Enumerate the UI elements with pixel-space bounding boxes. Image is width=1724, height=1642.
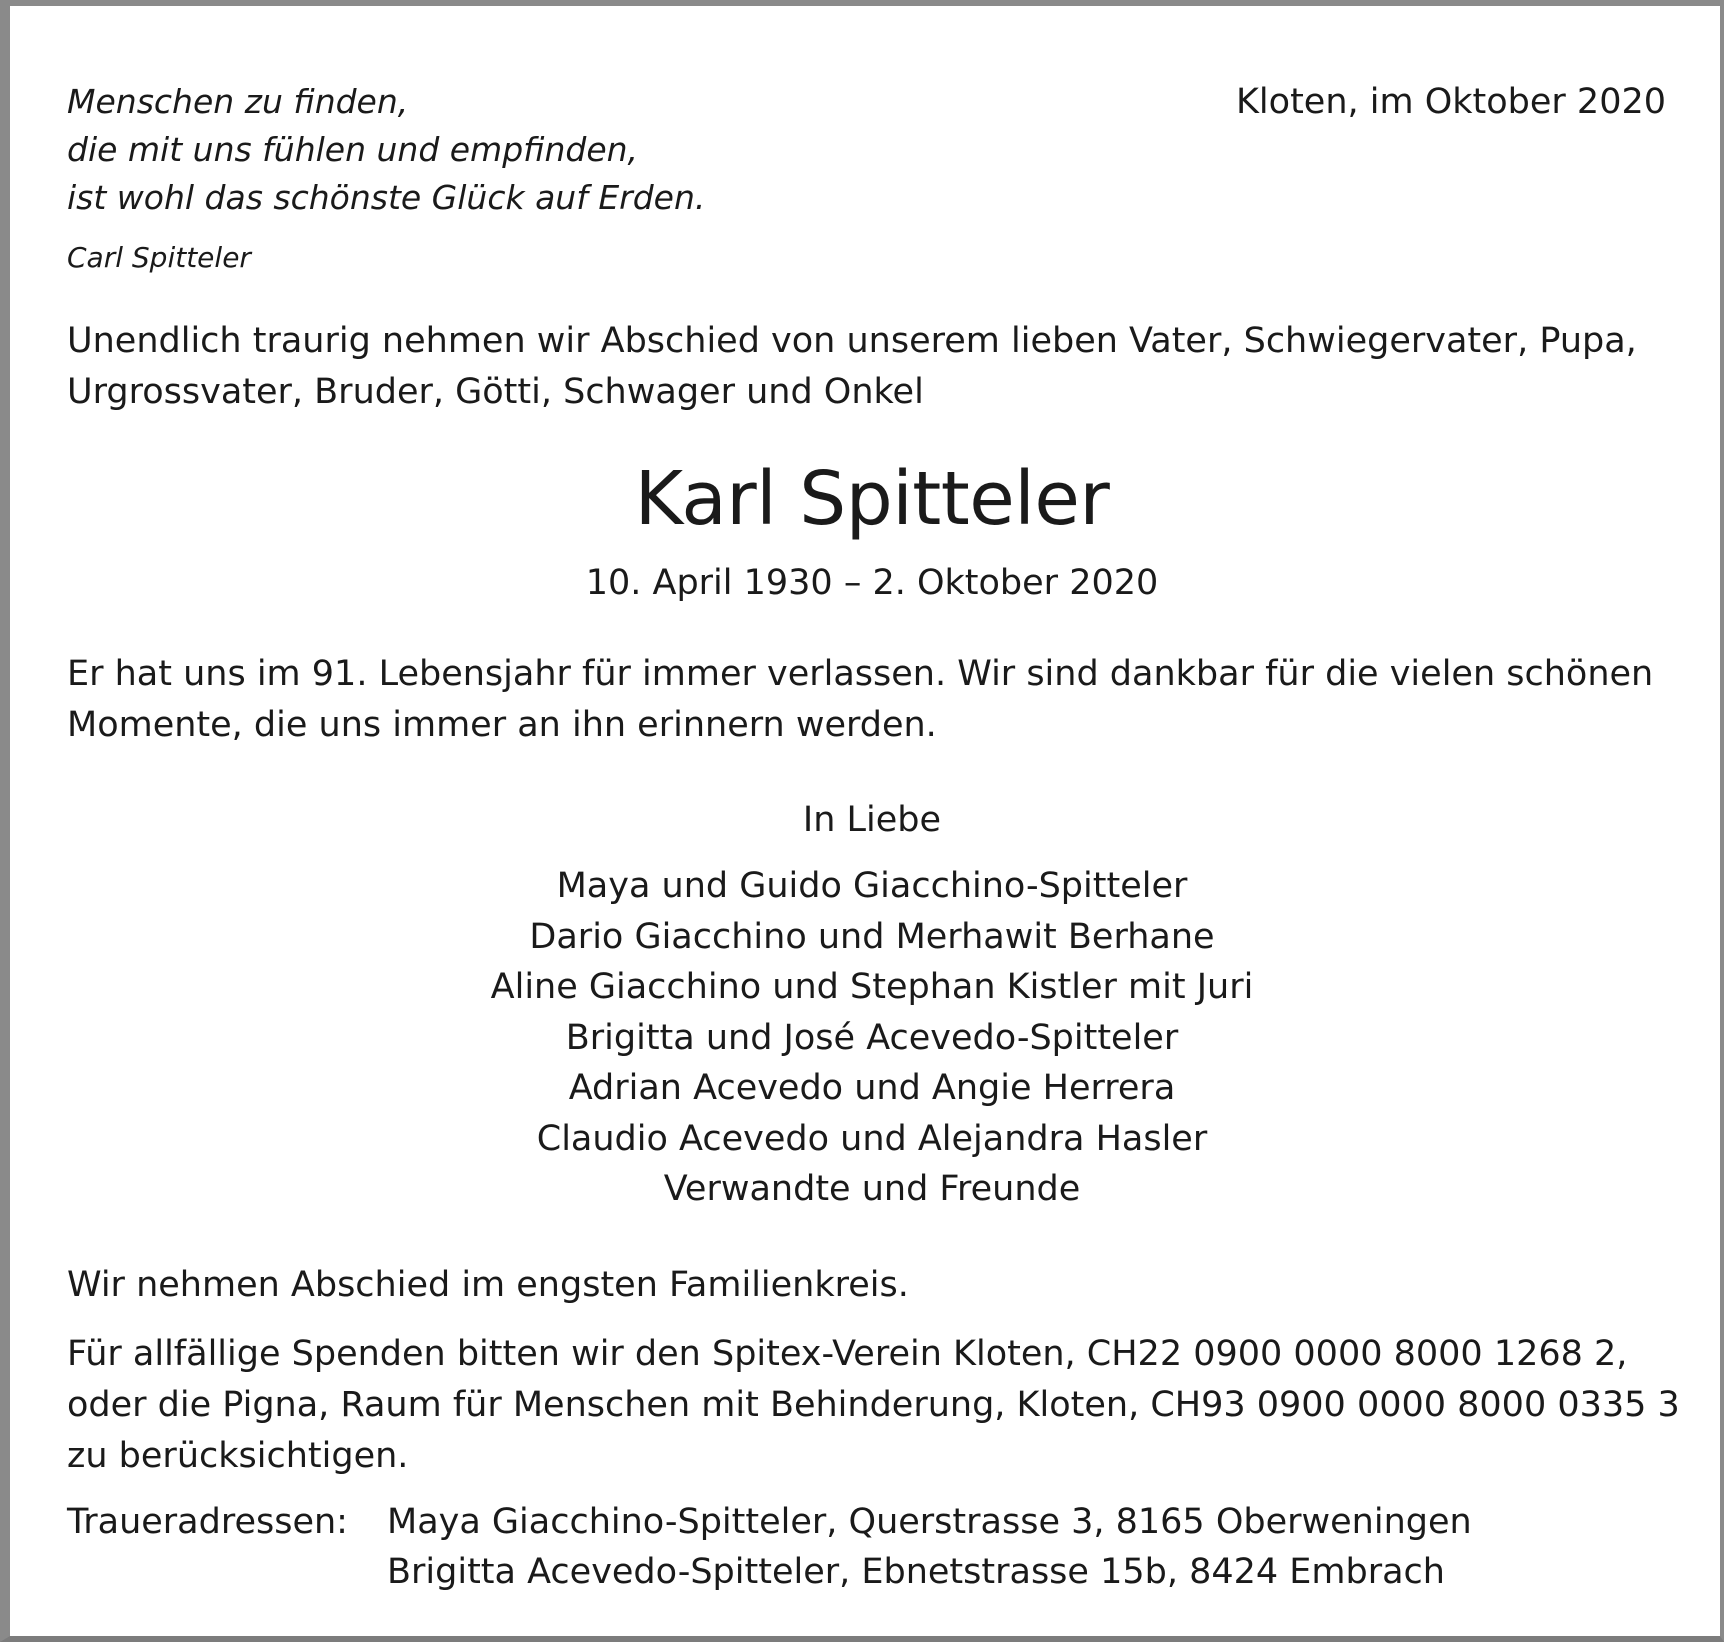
deceased-name: Karl Spitteler [634, 456, 1110, 542]
address-line: Brigitta Acevedo-Spitteler, Ebnetstrasse 15b, 8424 Embrach [387, 1552, 1445, 1592]
addresses-label: Traueradressen: [67, 1502, 348, 1542]
family-member: Dario Giacchino und Merhawit Berhane [529, 916, 1215, 957]
quote-line: die mit uns fühlen und empfinden, [67, 130, 639, 169]
donation-note [67, 1329, 1680, 1482]
family-list [10, 861, 1724, 1215]
donation-line: Für allfällige Spenden bitten wir den Spitex-Verein Kloten, CH22 0900 0000 8000 1268 2, [67, 1334, 1628, 1374]
intro-line: Unendlich traurig nehmen wir Abschied von unserem lieben Vater, Schwiegervater, Pupa, [67, 321, 1637, 361]
family-member: Brigitta und José Acevedo-Spitteler [565, 1017, 1179, 1058]
family-member: Maya und Guido Giacchino-Spitteler [556, 866, 1188, 906]
in-love-heading: In Liebe [802, 800, 942, 840]
message-line: Er hat uns im 91. Lebensjahr für immer verlassen. Wir sind dankbar für die vielen schönen [67, 654, 1654, 694]
quote-line: ist wohl das schönste Glück auf Erden. [67, 178, 706, 217]
life-dates: 10. April 1930 – 2. Oktober 2020 [585, 563, 1159, 603]
opening-quote [67, 78, 705, 222]
donation-line: oder die Pigna, Raum für Menschen mit Behinderung, Kloten, CH93 0900 0000 8000 0335 3 [67, 1385, 1680, 1425]
message-line: Momente, die uns immer an ihn erinnern werden. [67, 705, 937, 745]
farewell-note: Wir nehmen Abschied im engsten Familienkreis. [67, 1265, 909, 1305]
address-line: Maya Giacchino-Spitteler, Querstrasse 3, 8165 Oberweningen [387, 1502, 1472, 1542]
donation-line: zu berücksichtigen. [67, 1436, 409, 1476]
family-member: Aline Giacchino und Stephan Kistler mit Juri [490, 967, 1254, 1007]
intro-line: Urgrossvater, Bruder, Götti, Schwager und Onkel [67, 372, 924, 412]
addresses-list [387, 1497, 1472, 1597]
quote-line: Menschen zu finden, [67, 82, 409, 121]
memorial-message [67, 649, 1653, 751]
intro-paragraph [67, 316, 1637, 418]
family-member: Verwandte und Freunde [663, 1169, 1081, 1209]
quote-author: Carl Spitteler [67, 241, 251, 274]
family-member: Claudio Acevedo und Alejandra Hasler [536, 1118, 1208, 1159]
family-member: Adrian Acevedo und Angie Herrera [568, 1068, 1176, 1108]
place-date: Kloten, im Oktober 2020 [1235, 82, 1666, 122]
